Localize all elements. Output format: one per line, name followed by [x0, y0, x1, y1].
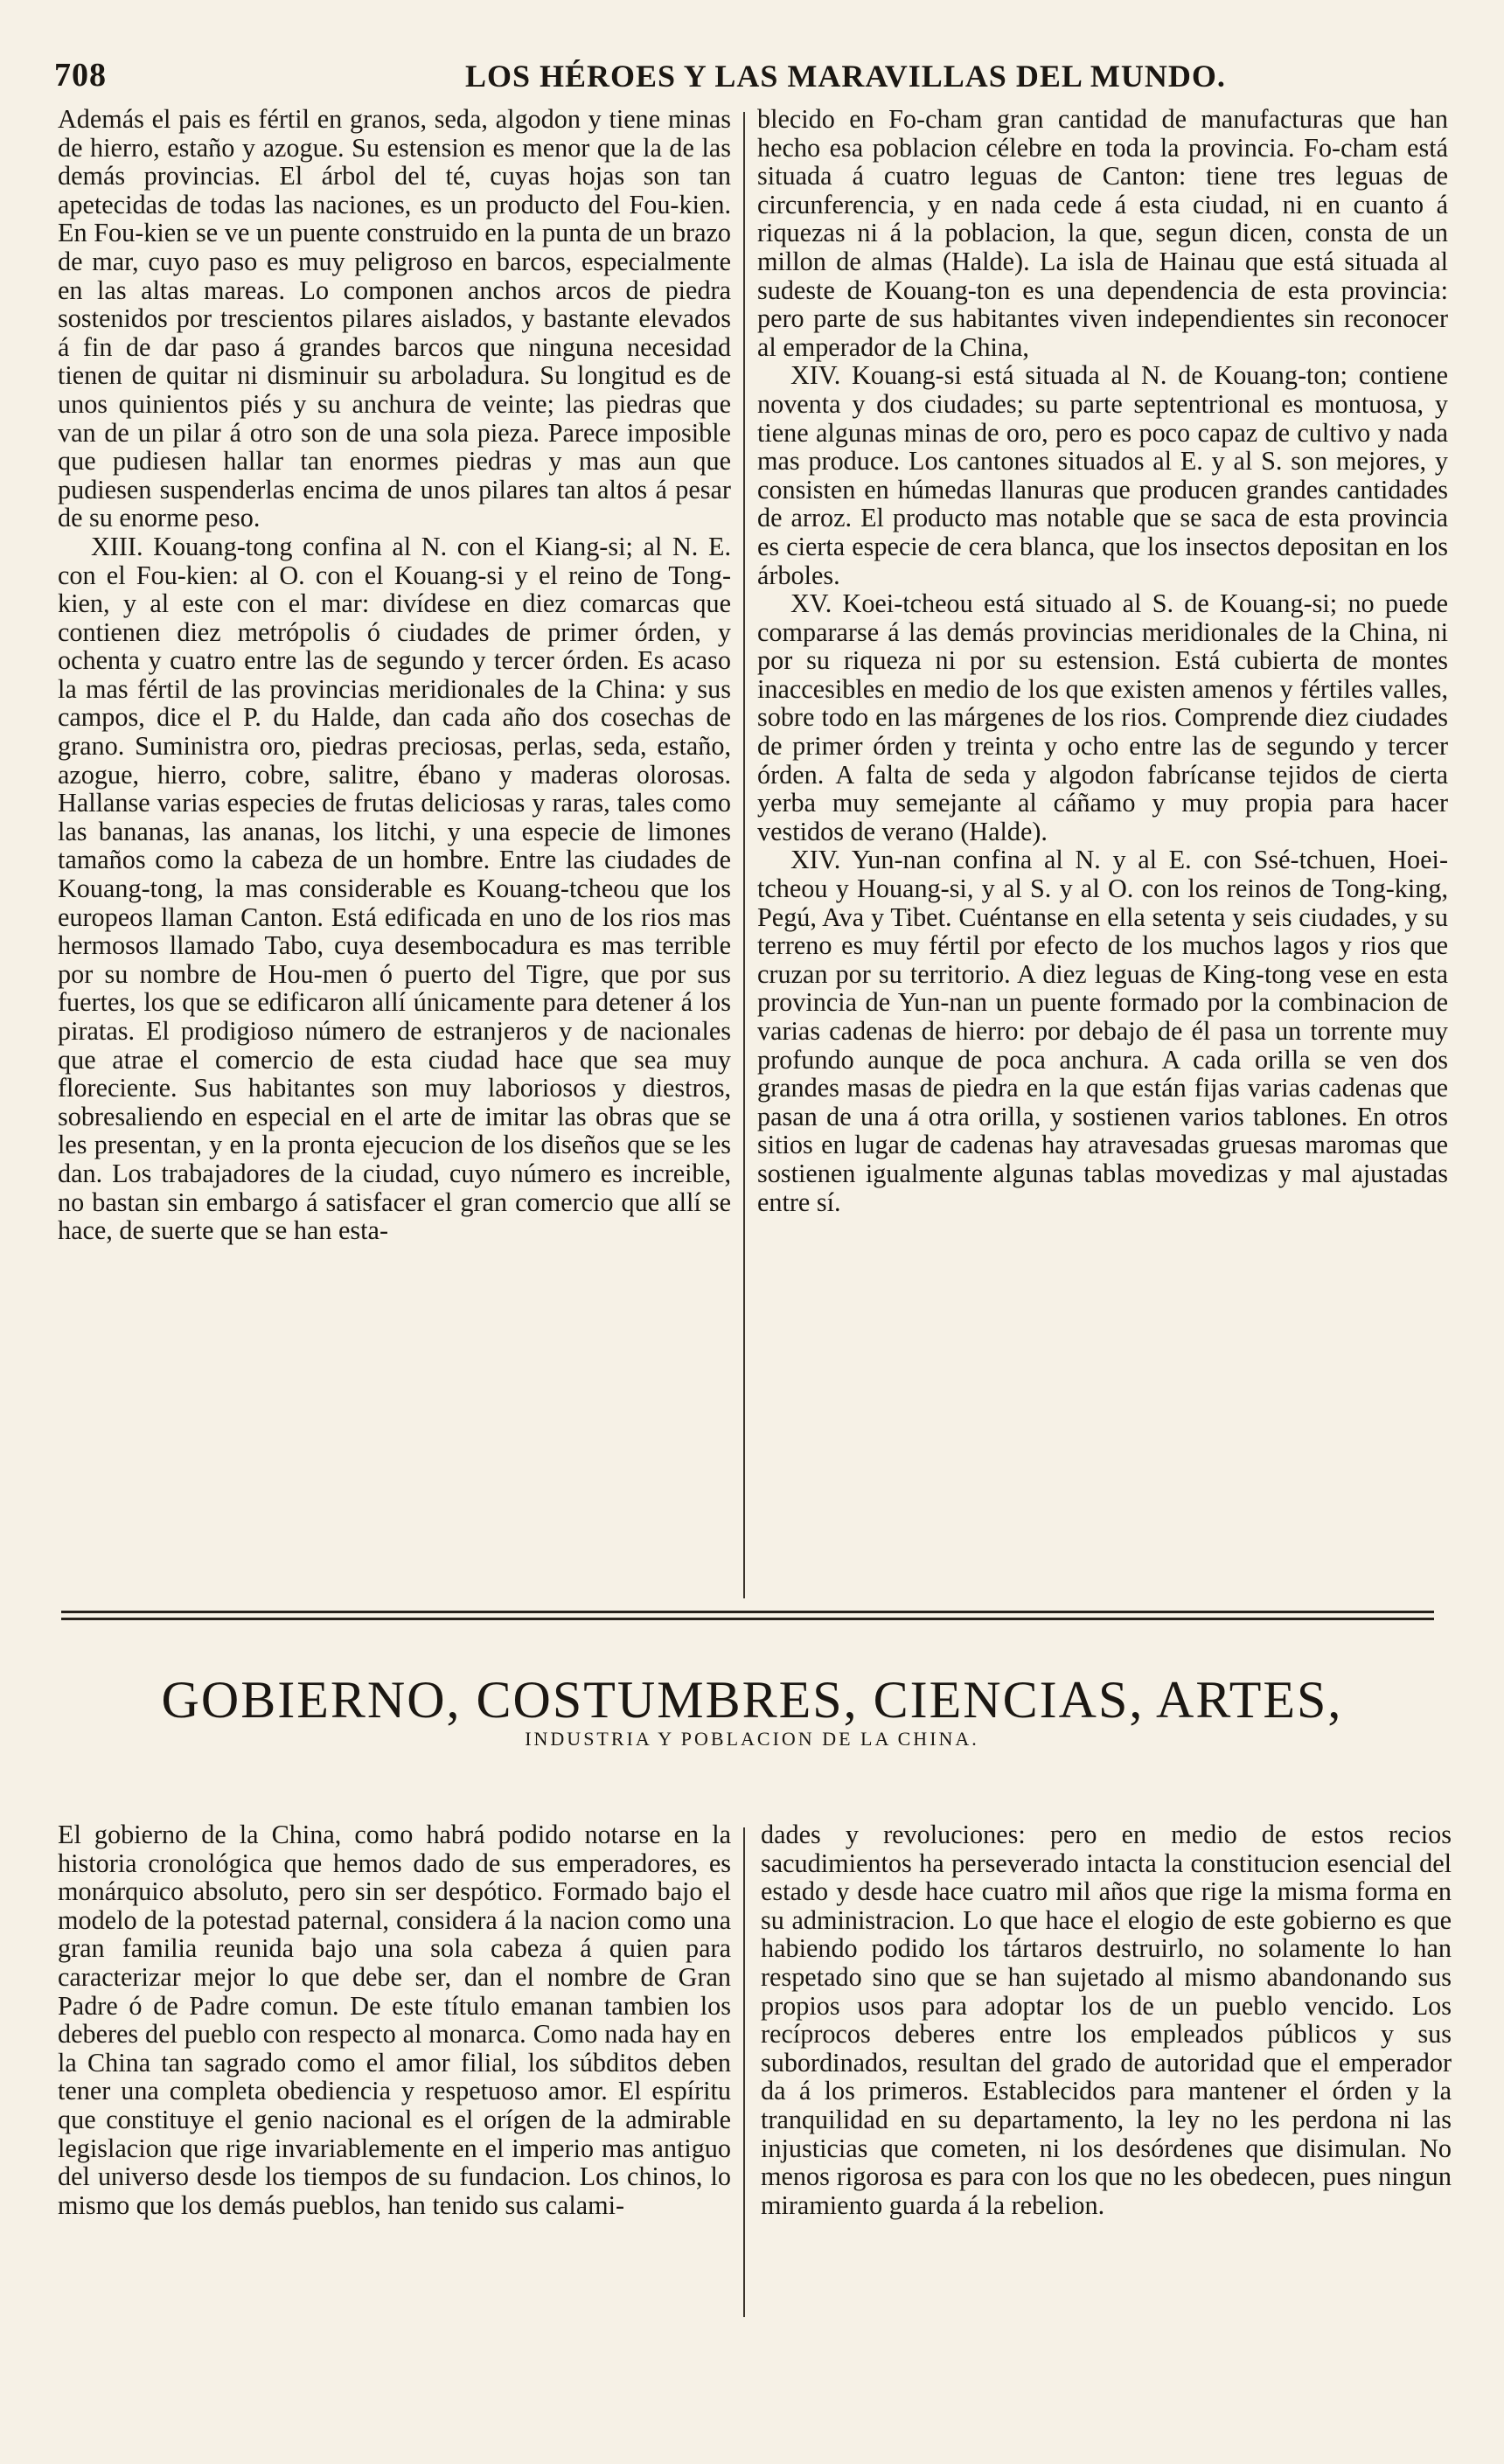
paragraph: dades y revoluciones: pero en medio de estos recios sacudimientos ha perseverado intacta la constitucion esencial del estado y desde hace cuatro mil años que rige la misma forma en su administracion. Lo que hace el elogio de este gobierno es que habiendo podido los tártaros destruirlo, no solamente lo han respetado sino que se han sujetado al mismo abandonando sus propios usos para adoptar los de un pueblo vencido. Los recíprocos deberes entre los empleados públicos y sus subordinados, resultan del grado de autoridad que el emperador da á los primeros. Establecidos para mantener el órden y la tranquilidad en su departamento, la ley no les perdona ni las injusticias que cometen, ni los desórdenes que disimulan. No menos rigorosa es para con los que no les obedecen, pues ningun miramiento guarda á la rebelion. [761, 1820, 1452, 2220]
column-divider [743, 112, 745, 1598]
paragraph: XIII. Kouang-tong confina al N. con el Kiang-si; al N. E. con el Fou-kien: al O. con el Kouang-si y el reino de Tong-kien, y al este con el mar: divídese en diez comarcas que contienen diez metrópolis ó ciudades de primer órden, y ochenta y cuatro entre las de segundo y tercer órden. Es acaso la mas fértil de las provincias meridionales de la China: y sus campos, dice el P. du Halde, dan cada año dos cosechas de grano. Suministra oro, piedras preciosas, perlas, seda, estaño, azogue, hierro, cobre, salitre, ébano y maderas olorosas. Hallanse varias especies de frutas deliciosas y raras, tales como las bananas, las ananas, los litchi, y una especie de limones tamaños como la cabeza de un hombre. Entre las ciudades de Kouang-tong, la mas considerable es Kouang-tcheou que los europeos llaman Canton. Está edificada en uno de los rios mas hermosos llamado Tabo, cuya desembocadura es mas terrible por su nombre de Hou-men ó puerto del Tigre, que por sus fuertes, los que se edificaron allí únicamente para detener á los piratas. El prodigioso número de estranjeros y de nacionales que atrae el comercio de esta ciudad hace que sea muy floreciente. Sus habitantes son muy laboriosos y diestros, sobresaliendo en especial en el arte de imitar las obras que se les presentan, y en la pronta ejecucion de los diseños que se les dan. Los trabajadores de la ciudad, cuyo número es increible, no bastan sin embargo á satisfacer el gran comercio que allí se hace, de suerte que se han esta- [58, 531, 731, 1246]
paragraph: XV. Koei-tcheou está situado al S. de Kouang-si; no puede compararse á las demás provincias meridionales de la China, ni por su riqueza ni por su estension. Está cubierta de montes inaccesibles en medio de los que existen amenos y fértiles valles, sobre todo en las márgenes de los rios. Comprende diez ciudades de primer órden y treinta y ocho entre las de segundo y tercer órden. A falta de seda y algodon fabrícanse tejidos de cierta yerba muy semejante al cáñamo y muy propia para hacer vestidos de verano (Halde). [757, 588, 1448, 846]
paragraph: El gobierno de la China, como habrá podido notarse en la historia cronológica que hemos dado de sus emperadores, es monárquico absoluto, pero sin ser despótico. Formado bajo el modelo de la potestad paternal, considera á la nacion como una gran familia reunida bajo una sola cabeza á quien para caracterizar mejor lo que debe ser, dan el nombre de Gran Padre ó de Padre comun. De este título emanan tambien los deberes del pueblo con respecto al monarca. Como nada hay en la China tan sagrado como el amor filial, los súbditos deben tener una completa obediencia y respetuoso amor. El espíritu que constituye el genio nacional es el orígen de la admirable legislacion que rige invariablemente en el imperio mas antiguo del universo desde los tiempos de su fundacion. Los chinos, lo mismo que los demás pueblos, han tenido sus calami- [58, 1820, 731, 2220]
running-title: LOS HÉROES Y LAS MARAVILLAS DEL MUNDO. [465, 59, 1226, 94]
section-subtitle: INDUSTRIA Y POBLACION DE LA CHINA. [525, 1728, 979, 1750]
paragraph: XIV. Kouang-si está situada al N. de Kouang-ton; contiene noventa y dos ciudades; su parte septentrional es montuosa, y tiene algunas minas de oro, pero es poco capaz de cultivo y nada mas produce. Los cantones situados al E. y al S. son mejores, y consisten en húmedas llanuras que producen grandes cantidades de arroz. El producto mas notable que se saca de esta provincia es cierta especie de cera blanca, que los insectos depositan en los árboles. [757, 360, 1448, 590]
running-head [54, 56, 1453, 100]
paragraph: blecido en Fo-cham gran cantidad de manufacturas que han hecho esa poblacion célebre en toda la provincia. Fo-cham está situada á cuatro leguas de Canton: tiene tres leguas de circunferencia, y en nada cede á esta ciudad, ni en cuanto á riquezas ni á la poblacion, la que, segun dicen, consta de un millon de almas (Halde). La isla de Hainau que está situada al sudeste de Kouang-ton es una dependencia de esta provincia: pero parte de sus habitantes viven independientes sin reconocer al emperador de la China, [757, 104, 1448, 362]
section-rule-bottom [61, 1618, 1434, 1620]
paragraph: XIV. Yun-nan confina al N. y al E. con Ssé-tchuen, Hoei-tcheou y Houang-si, y al S. y al O. con los reinos de Tong-king, Pegú, Ava y Tibet. Cuéntanse en ella setenta y seis ciudades, y su terreno es muy fértil por efecto de los muchos lagos y rios que cruzan por su territorio. A diez leguas de King-tong vese en esta provincia de Yun-nan un puente formado por la combinacion de varias cadenas de hierro: por debajo de él pasa un torrente muy profundo aunque de poca anchura. A cada orilla se ven dos grandes masas de piedra en la que están fijas varias cadenas que pasan de una á otra orilla, y sostienen varios tablones. En otros sitios en lugar de cadenas hay atravesadas gruesas maromas que sostienen igualmente algunas tablas movedizas y mal ajustadas entre sí. [757, 845, 1448, 1217]
paragraph: Además el pais es fértil en granos, seda, algodon y tiene minas de hierro, estaño y azogue. Su estension es menor que la de las demás provincias. El árbol del té, cuyas hojas son tan apetecidas de todas las naciones, es un producto del Fou-kien. En Fou-kien se ve un puente construido en la punta de un brazo de mar, cuyo paso es muy peligroso en barcos, especialmente en las altas mareas. Lo componen anchos arcos de piedra sostenidos por trescientos pilares aislados, y bastante elevados á fin de dar paso á grandes barcos que ninguna necesidad tienen de quitar ni disminuir su arboladura. Su longitud es de unos quinientos piés y su anchura de veinte; las piedras que van de un pilar á otro son de una sola pieza. Parece imposible que pudiesen hallar tan enormes piedras y mas aun que pudiesen suspenderlas encima de unos pilares tan altos á pesar de su enorme peso. [58, 104, 731, 533]
top-left-column [58, 105, 731, 1245]
bottom-left-column [58, 1820, 731, 2219]
top-right-column [757, 105, 1448, 1216]
section-title: GOBIERNO, COSTUMBRES, CIENCIAS, ARTES, [161, 1671, 1343, 1730]
bottom-right-column [761, 1820, 1452, 2219]
column-divider [743, 1827, 745, 2317]
page-number: 708 [54, 57, 107, 94]
section-rule-top [61, 1611, 1434, 1613]
